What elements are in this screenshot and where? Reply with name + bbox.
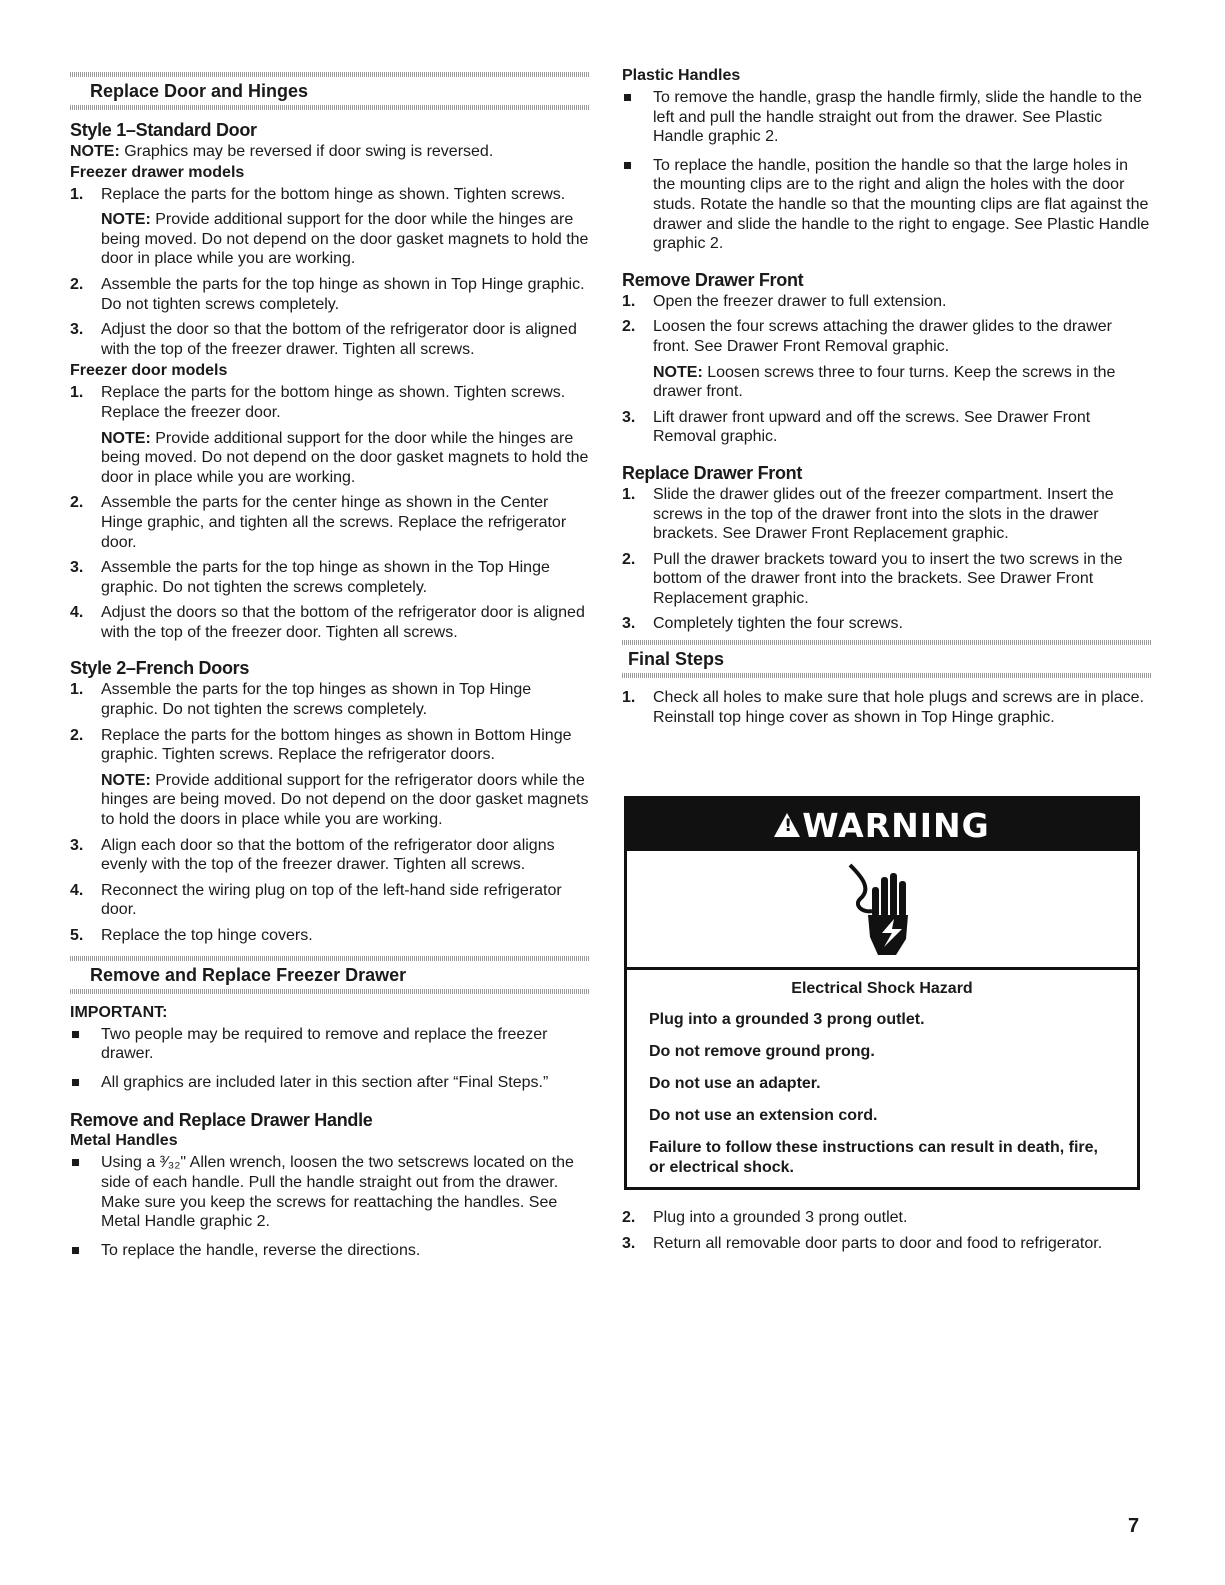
step-number: 1. bbox=[622, 292, 636, 310]
step bbox=[622, 1234, 1152, 1254]
step bbox=[622, 688, 1152, 727]
step-number: 3. bbox=[70, 321, 84, 339]
bullet-icon bbox=[72, 1159, 79, 1166]
step-number: 3. bbox=[622, 408, 636, 426]
hazard-title: Electrical Shock Hazard bbox=[791, 980, 973, 997]
note-text: Provide additional support for the door while the hinges are being moved. Do not depend on the door gasket magnets to hold the door in place while you are working. bbox=[101, 211, 589, 268]
bullet-icon bbox=[624, 94, 631, 101]
step-number: 1. bbox=[70, 681, 84, 699]
list-item bbox=[622, 88, 1152, 147]
note-label: NOTE: bbox=[101, 211, 151, 229]
warning-line: Do not use an adapter. bbox=[649, 1075, 821, 1092]
bullet-icon bbox=[72, 1079, 79, 1086]
step-number: 1. bbox=[622, 485, 636, 503]
plastic-handles-list bbox=[622, 88, 1152, 254]
section-title: Final Steps bbox=[628, 649, 725, 670]
warning-box bbox=[624, 796, 1140, 1190]
electrical-shock-hand-icon bbox=[842, 859, 922, 959]
note-text: Provide additional support for the refrigerator doors while the hinges are being moved. Do not depend on the door gasket magnets to hold the doors in place while you are working. bbox=[101, 771, 589, 829]
note-label: NOTE: bbox=[653, 363, 703, 381]
step-number: 2. bbox=[622, 318, 636, 336]
step-text: Return all removable door parts to door and food to refrigerator. bbox=[653, 1234, 1103, 1252]
list-item bbox=[70, 1073, 590, 1093]
style2-title: Style 2–French Doors bbox=[70, 658, 250, 679]
step-text: Check all holes to make sure that hole plugs and screws are in place. Reinstall top hinge cover as shown in Top Hinge graphic. bbox=[653, 689, 1144, 726]
section-header-final-steps bbox=[622, 640, 1152, 678]
section-header-replace-door bbox=[70, 72, 590, 110]
step bbox=[70, 558, 590, 597]
step-number: 3. bbox=[70, 559, 84, 577]
step-text: Assemble the parts for the center hinge as shown in the Center Hinge graphic, and tighten all the screws. Replace the refrigerator door. bbox=[101, 494, 567, 551]
step-text: Replace the parts for the bottom hinge as shown. Tighten screws. bbox=[101, 185, 566, 203]
step bbox=[70, 185, 590, 269]
step bbox=[70, 926, 590, 946]
step-number: 2. bbox=[622, 550, 636, 568]
freezer-drawer-steps bbox=[70, 185, 590, 360]
step-text: Completely tighten the four screws. bbox=[653, 615, 903, 633]
style1-note bbox=[70, 142, 590, 162]
freezer-drawer-models-title: Freezer drawer models bbox=[70, 163, 245, 181]
step bbox=[622, 1208, 1152, 1228]
step-note bbox=[101, 429, 590, 488]
step bbox=[622, 485, 1152, 544]
step-text: Loosen the four screws attaching the drawer glides to the drawer front. See Drawer Front Removal graphic. bbox=[653, 318, 1112, 355]
step bbox=[622, 292, 1152, 312]
step-text: Lift drawer front upward and off the screws. See Drawer Front Removal graphic. bbox=[653, 408, 1091, 446]
warning-line: Do not remove ground prong. bbox=[649, 1043, 875, 1060]
step-text: Replace the parts for the bottom hinges as shown in Bottom Hinge graphic. Tighten screws. Replace the refrigerator doors. bbox=[101, 726, 572, 764]
step-text: Replace the parts for the bottom hinge as shown. Tighten screws. Replace the freezer door. bbox=[101, 384, 566, 421]
step-number: 2. bbox=[70, 494, 84, 512]
bullet-icon bbox=[72, 1031, 79, 1038]
list-item-text: To replace the handle, position the handle so that the large holes in the mounting clips are to the right and align the holes with the door studs. Rotate the handle so that the mounting clips are flat against the drawer and slide the handle to the right to engage. See Plastic Handle graphic 2. bbox=[653, 156, 1150, 253]
step-number: 2. bbox=[70, 275, 84, 293]
step-text: Assemble the parts for the top hinge as shown in Top Hinge graphic. Do not tighten screws completely. bbox=[101, 275, 585, 313]
important-list bbox=[70, 1025, 590, 1093]
warning-header-text: WARNING bbox=[802, 805, 990, 845]
list-item-text: All graphics are included later in this section after “Final Steps.” bbox=[101, 1073, 549, 1091]
hatch-divider bbox=[622, 673, 1152, 678]
drawer-handle-title: Remove and Replace Drawer Handle bbox=[70, 1110, 373, 1131]
step-number: 1. bbox=[70, 185, 84, 203]
step-text: Reconnect the wiring plug on top of the left-hand side refrigerator door. bbox=[101, 881, 562, 919]
step-note bbox=[653, 363, 1152, 402]
freezer-door-models-title: Freezer door models bbox=[70, 362, 228, 380]
list-item bbox=[622, 156, 1152, 254]
step-text: Assemble the parts for the top hinge as shown in the Top Hinge graphic. Do not tighten the screws completely. bbox=[101, 559, 550, 596]
list-item-text: To replace the handle, reverse the directions. bbox=[101, 1241, 421, 1259]
step-number: 2. bbox=[70, 726, 84, 744]
right-column bbox=[622, 66, 1152, 733]
step-text: Align each door so that the bottom of the refrigerator door aligns evenly with the top of the freezer drawer. Tighten all screws. bbox=[101, 836, 555, 874]
step-number: 2. bbox=[622, 1209, 636, 1226]
note-text: Provide additional support for the door while the hinges are being moved. Do not depend on the door gasket magnets to hold the door in place while you are working. bbox=[101, 429, 589, 486]
step bbox=[70, 275, 590, 314]
list-item bbox=[70, 1153, 590, 1231]
step bbox=[70, 680, 590, 719]
plastic-handles-title: Plastic Handles bbox=[622, 67, 741, 84]
step bbox=[70, 320, 590, 359]
metal-handles-list bbox=[70, 1153, 590, 1260]
step-number: 1. bbox=[70, 384, 84, 402]
warning-line: Failure to follow these instructions can result in death, fire, or electrical shock. bbox=[649, 1139, 1098, 1176]
list-item bbox=[70, 1025, 590, 1064]
final-steps-continued bbox=[622, 1208, 1152, 1259]
final-steps-list-2 bbox=[622, 1208, 1152, 1253]
step bbox=[622, 614, 1152, 634]
step bbox=[622, 550, 1152, 609]
bullet-icon bbox=[624, 162, 631, 169]
step-note bbox=[101, 210, 590, 269]
metal-handles-title: Metal Handles bbox=[70, 1132, 178, 1150]
step-number: 3. bbox=[622, 615, 636, 633]
step bbox=[622, 317, 1152, 401]
note-label: NOTE: bbox=[101, 429, 151, 447]
section-header-freezer-drawer bbox=[70, 956, 590, 994]
left-column bbox=[70, 66, 590, 1269]
replace-drawer-front-title: Replace Drawer Front bbox=[622, 462, 803, 483]
step bbox=[70, 881, 590, 920]
note-label: NOTE: bbox=[101, 771, 151, 789]
step-number: 3. bbox=[70, 836, 84, 854]
style2-steps bbox=[70, 680, 590, 945]
step-text: Assemble the parts for the top hinges as shown in Top Hinge graphic. Do not tighten the screws completely. bbox=[101, 681, 532, 719]
warning-line: Plug into a grounded 3 prong outlet. bbox=[649, 1011, 925, 1028]
step-number: 4. bbox=[70, 604, 84, 622]
step-text: Pull the drawer brackets toward you to insert the two screws in the bottom of the drawer front into the brackets. See Drawer Front Replacement graphic. bbox=[653, 550, 1123, 607]
warning-body bbox=[627, 970, 1137, 1178]
hatch-divider bbox=[70, 105, 590, 110]
remove-drawer-front-title: Remove Drawer Front bbox=[622, 269, 804, 290]
step-note bbox=[101, 771, 590, 830]
bullet-icon bbox=[72, 1247, 79, 1254]
freezer-door-steps bbox=[70, 383, 590, 642]
note-text: Loosen screws three to four turns. Keep the screws in the drawer front. bbox=[653, 363, 1116, 401]
step bbox=[70, 603, 590, 642]
important-label: IMPORTANT: bbox=[70, 1003, 168, 1021]
step-number: 3. bbox=[622, 1234, 636, 1252]
step-text: Open the freezer drawer to full extension. bbox=[653, 292, 947, 310]
list-item bbox=[70, 1241, 590, 1261]
list-item-text: To remove the handle, grasp the handle firmly, slide the handle to the left and pull the handle straight out from the drawer. See Plastic Handle graphic 2. bbox=[653, 89, 1142, 146]
step-text: Slide the drawer glides out of the freezer compartment. Insert the screws in the top of the drawer front into the slots in the drawer brackets. See Drawer Front Replacement graphic. bbox=[653, 485, 1114, 543]
warning-header bbox=[627, 799, 1137, 851]
final-steps-list bbox=[622, 688, 1152, 727]
note-text: Graphics may be reversed if door swing is reversed. bbox=[119, 143, 494, 160]
warning-icon-panel bbox=[627, 851, 1137, 970]
step-text: Plug into a grounded 3 prong outlet. bbox=[653, 1209, 908, 1226]
step bbox=[70, 383, 590, 487]
hatch-divider bbox=[70, 989, 590, 994]
warning-triangle-icon bbox=[774, 813, 800, 837]
step bbox=[622, 408, 1152, 447]
page-number: 7 bbox=[1128, 1515, 1140, 1537]
step bbox=[70, 726, 590, 830]
section-title: Remove and Replace Freezer Drawer bbox=[90, 964, 407, 985]
step-text: Replace the top hinge covers. bbox=[101, 927, 313, 944]
step-text: Adjust the door so that the bottom of the refrigerator door is aligned with the top of the freezer drawer. Tighten all screws. bbox=[101, 321, 577, 358]
list-item-text: Using a ³⁄₃₂" Allen wrench, loosen the two setscrews located on the side of each handle. Pull the handle straight out from the drawer. Make sure you keep the screws for reattaching the handles. See Metal Handle graphic 2. bbox=[101, 1154, 574, 1231]
step-number: 4. bbox=[70, 881, 84, 899]
style1-title: Style 1–Standard Door bbox=[70, 120, 257, 140]
step bbox=[70, 836, 590, 875]
step-text: Adjust the doors so that the bottom of the refrigerator door is aligned with the top of the freezer door. Tighten all screws. bbox=[101, 604, 585, 641]
list-item-text: Two people may be required to remove and replace the freezer drawer. bbox=[101, 1025, 548, 1063]
step-number: 1. bbox=[622, 689, 636, 707]
replace-front-steps bbox=[622, 485, 1152, 634]
step-number: 5. bbox=[70, 927, 84, 944]
warning-line: Do not use an extension cord. bbox=[649, 1107, 878, 1124]
step bbox=[70, 493, 590, 552]
note-label: NOTE: bbox=[70, 143, 120, 160]
section-title: Replace Door and Hinges bbox=[90, 81, 309, 101]
remove-front-steps bbox=[622, 292, 1152, 447]
